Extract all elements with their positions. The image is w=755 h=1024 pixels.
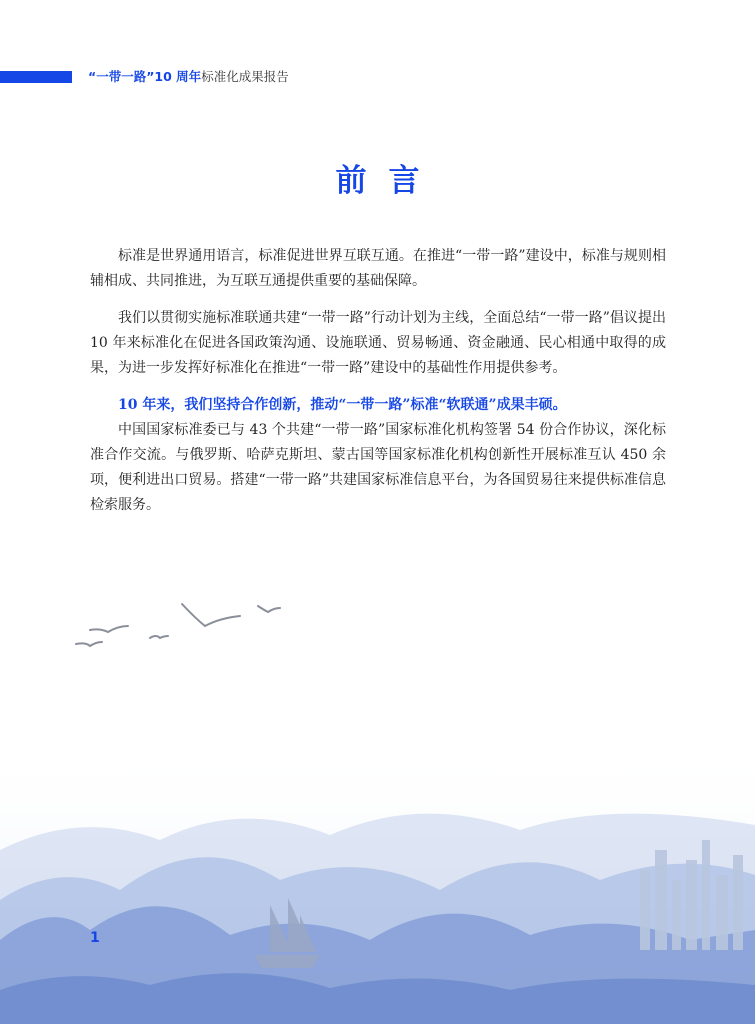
running-header-rest: 标准化成果报告: [201, 69, 289, 84]
mountain-landscape-illustration: [0, 740, 755, 1024]
bird-icon: [150, 636, 168, 638]
running-header-accent: “一带一路”10 周年: [88, 69, 202, 84]
body-text: [90, 244, 666, 518]
bird-icon: [76, 642, 102, 646]
page-title: 前言: [335, 163, 442, 199]
bird-icon: [258, 606, 280, 612]
header-accent-bar: [0, 71, 72, 83]
bird-icon: [182, 604, 240, 626]
page-number: 1: [90, 930, 100, 946]
running-header: [88, 67, 289, 85]
paragraph-1: 标准是世界通用语言，标准促进世界互联互通。在推进“一带一路”建设中，标准与规则相辅相成、共同推进，为互联互通提供重要的基础保障。: [90, 248, 666, 289]
bird-icon: [90, 626, 128, 632]
paragraph-3: 中国国家标准委已与 43 个共建“一带一路”国家标准化机构签署 54 份合作协议，深化标准合作交流。与俄罗斯、哈萨克斯坦、蒙古国等国家标准化机构创新性开展标准互认 450 余项，便利进出口贸易。搭建“一带一路”共建国家标准信息平台，为各国贸易往来提供标准信息检索服务。: [90, 422, 666, 513]
highlight-paragraph: 10 年来，我们坚持合作创新，推动“一带一路”标准“软联通”成果丰硕。: [118, 397, 567, 413]
birds-illustration: [70, 598, 290, 658]
paragraph-2: 我们以贯彻实施标准联通共建“一带一路”行动计划为主线，全面总结“一带一路”倡议提出 10 年来标准化在促进各国政策沟通、设施联通、贸易畅通、资金融通、民心相通中取得的成果，为进一步发挥好标准化在推进“一带一路”建设中的基础性作用提供参考。: [90, 310, 666, 376]
